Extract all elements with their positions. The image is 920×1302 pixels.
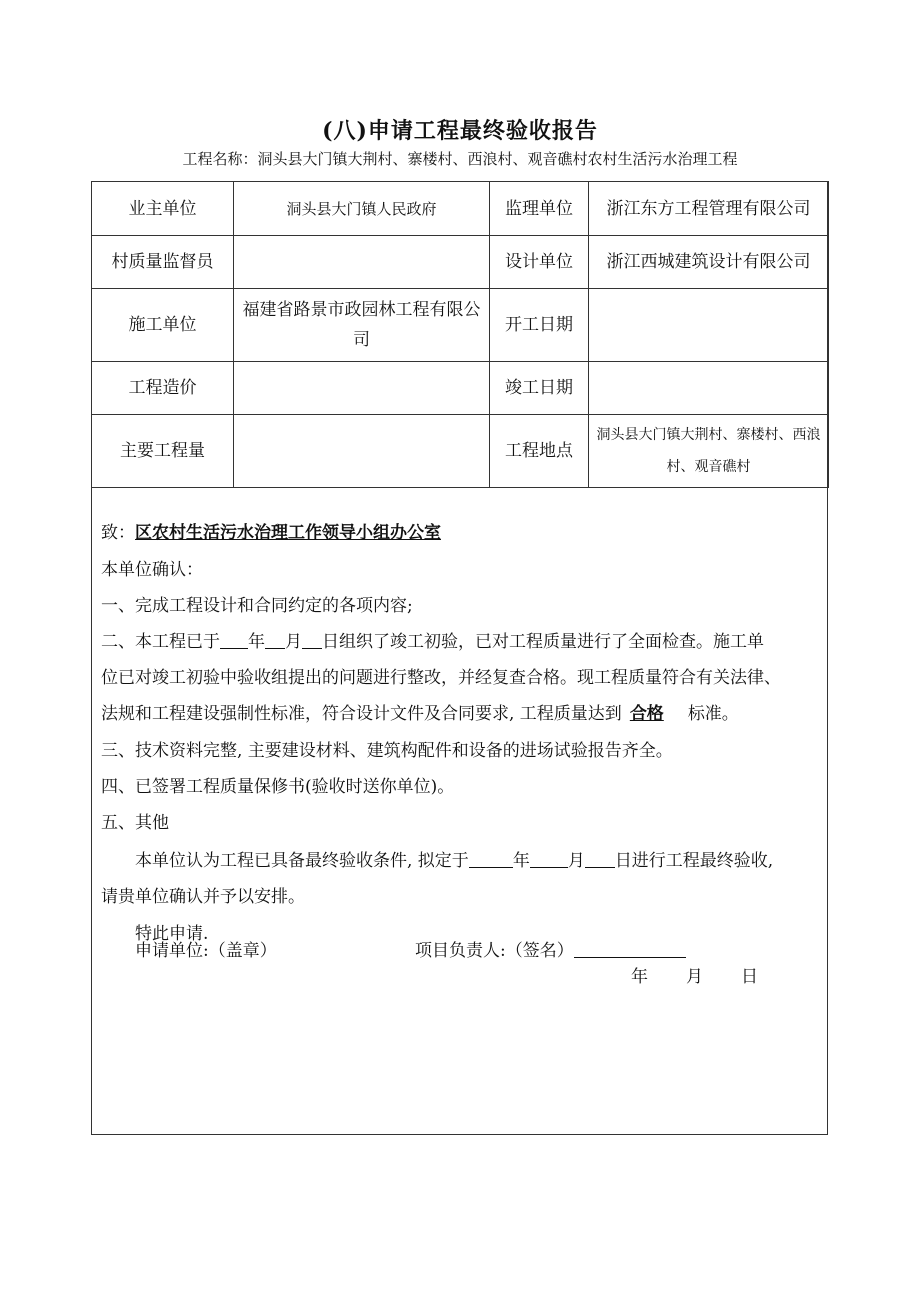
- request-day-blank: [585, 850, 615, 868]
- contractor-label: 施工单位: [92, 289, 234, 362]
- request-month-blank: [530, 850, 568, 868]
- owner-value: 洞头县大门镇人民政府: [234, 182, 490, 236]
- quality-grade: 合格: [629, 704, 664, 724]
- item-2-text-b: 日组织了竣工初验，已对工程质量进行了全面检查。施工单: [322, 632, 764, 652]
- special-request: 特此申请.: [135, 924, 209, 944]
- item-2-year: 年: [248, 632, 265, 652]
- table-row: [92, 362, 829, 415]
- table-row: [92, 289, 829, 362]
- recipient-line: [101, 518, 441, 543]
- year-blank: [220, 631, 248, 649]
- location-label: 工程地点: [490, 415, 589, 488]
- confirm-line: 本单位确认：: [101, 560, 203, 580]
- item-2-line-3: [101, 699, 739, 724]
- design-value: 浙江西城建筑设计有限公司: [589, 236, 829, 289]
- date-day: 日: [741, 967, 758, 987]
- start-date-label: 开工日期: [490, 289, 589, 362]
- quantity-value: [234, 415, 490, 488]
- contractor-value: 福建省路景市政园林工程有限公司: [234, 289, 490, 362]
- month-blank: [265, 631, 285, 649]
- project-info-table: [91, 181, 829, 488]
- request-year: 年: [512, 851, 530, 871]
- quantity-label: 主要工程量: [92, 415, 234, 488]
- design-label: 设计单位: [490, 236, 589, 289]
- item-2-month: 月: [285, 632, 302, 652]
- item-4: 四、已签署工程质量保修书(验收时送你单位)。: [101, 777, 455, 797]
- leader-signature: [415, 936, 686, 961]
- item-2-text-d: 标准。: [687, 704, 739, 724]
- recipient-prefix: 致：: [101, 523, 135, 543]
- item-2-line-1: [101, 627, 764, 652]
- item-2-line-2: 位已对竣工初验中验收组提出的问题进行整改，并经复查合格。现工程质量符合有关法律、: [101, 668, 781, 688]
- village-inspector-label: 村质量监督员: [92, 236, 234, 289]
- cost-label: 工程造价: [92, 362, 234, 415]
- page-title: (八)申请工程最终验收报告: [322, 118, 598, 144]
- request-text-a: 本单位认为工程已具备最终验收条件, 拟定于: [135, 851, 469, 871]
- item-2-text-a: 二、本工程已于: [101, 632, 220, 652]
- applicant-label: 申请单位:（盖章）: [135, 941, 277, 961]
- cost-value: [234, 362, 490, 415]
- finish-date-value: [589, 362, 829, 415]
- item-5: 五、其他: [101, 813, 169, 833]
- signature-line: [574, 940, 686, 958]
- finish-date-label: 竣工日期: [490, 362, 589, 415]
- start-date-value: [589, 289, 829, 362]
- request-month: 月: [567, 851, 585, 871]
- day-blank: [302, 631, 322, 649]
- table-row: [92, 236, 829, 289]
- item-3: 三、技术资料完整, 主要建设材料、建筑构配件和设备的进场试验报告齐全。: [101, 741, 673, 761]
- table-row: [92, 415, 829, 488]
- table-row: [92, 182, 829, 236]
- date-month: 月: [686, 967, 703, 987]
- owner-label: 业主单位: [92, 182, 234, 236]
- supervisor-value: 浙江东方工程管理有限公司: [589, 182, 829, 236]
- request-text-b: 日进行工程最终验收,: [614, 851, 774, 871]
- item-2-text-c: 法规和工程建设强制性标准，符合设计文件及合同要求, 工程质量达到: [101, 704, 622, 724]
- supervisor-label: 监理单位: [490, 182, 589, 236]
- location-value: 洞头县大门镇大荆村、寨楼村、西浪村、观音礁村: [589, 415, 829, 488]
- item-1: 一、完成工程设计和合同约定的各项内容;: [101, 596, 413, 616]
- project-name: 工程名称：洞头县大门镇大荆村、寨楼村、西浪村、观音礁村农村生活污水治理工程: [182, 150, 738, 168]
- village-inspector-value: [234, 236, 490, 289]
- date-year: 年: [631, 967, 648, 987]
- request-year-blank: [469, 850, 513, 868]
- request-paragraph-line-2: 请贵单位确认并予以安排。: [101, 887, 305, 907]
- leader-label: 项目负责人:（签名）: [415, 941, 574, 961]
- recipient-name: 区农村生活污水治理工作领导小组办公室: [135, 523, 441, 543]
- sign-date: [631, 962, 758, 987]
- request-paragraph-line-1: [135, 846, 773, 871]
